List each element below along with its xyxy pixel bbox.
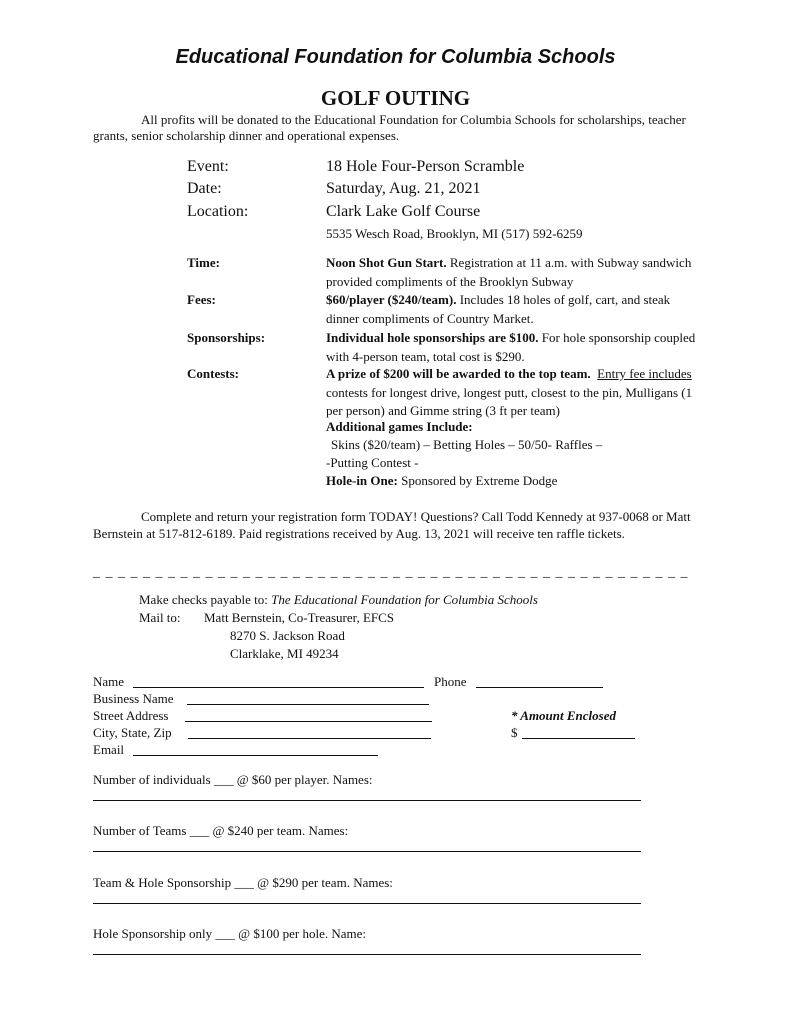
location-address: 5535 Wesch Road, Brooklyn, MI (517) 592-6259 bbox=[326, 226, 583, 241]
individuals-label: Number of individuals ___ @ $60 per player. Names: bbox=[93, 772, 373, 787]
city-state-zip-field[interactable] bbox=[188, 738, 431, 739]
location-label: Location: bbox=[187, 203, 249, 220]
time-label: Time: bbox=[187, 255, 220, 270]
amount-enclosed-label: * Amount Enclosed bbox=[511, 708, 616, 723]
contests-rest: contests for longest drive, longest putt, closest to the pin, Mulligans (1 per person) and Gimme string (3 ft per team) bbox=[326, 384, 693, 418]
hole-in-one-rest: Sponsored by Extreme Dodge bbox=[397, 473, 558, 488]
email-label: Email bbox=[93, 742, 125, 757]
page-title: GOLF OUTING bbox=[320, 86, 471, 110]
sponsorships-rest: For hole sponsorship coupled with 4-person team, total cost is $290. bbox=[326, 330, 696, 364]
additional-games-line1: Skins ($20/team) – Betting Holes – 50/50- Raffles – bbox=[331, 437, 603, 452]
fees-bold: $60/player ($240/team). bbox=[326, 292, 457, 307]
time-detail bbox=[326, 254, 706, 291]
hole-in-one-bold: Hole-in One: bbox=[326, 473, 398, 488]
amount-field[interactable] bbox=[522, 738, 635, 739]
phone-field[interactable] bbox=[476, 687, 603, 688]
contests-label: Contests: bbox=[187, 366, 239, 381]
location-value: Clark Lake Golf Course bbox=[326, 203, 481, 220]
contests-bold: A prize of $200 will be awarded to the top team. bbox=[326, 366, 591, 381]
business-name-field[interactable] bbox=[187, 704, 429, 705]
time-rest: Registration at 11 a.m. with Subway sandwich provided compliments of the Brooklyn Subway bbox=[326, 255, 692, 289]
team-hole-sponsorship-label: Team & Hole Sponsorship ___ @ $290 per team. Names: bbox=[93, 875, 393, 890]
date-value: Saturday, Aug. 21, 2021 bbox=[326, 180, 481, 197]
dollar-sign: $ bbox=[511, 725, 518, 740]
phone-label: Phone bbox=[434, 674, 467, 689]
checks-prefix: Make checks payable to: bbox=[139, 592, 272, 607]
event-value: 18 Hole Four-Person Scramble bbox=[326, 158, 525, 175]
fees-label: Fees: bbox=[187, 292, 216, 307]
mail-line3: Clarklake, MI 49234 bbox=[230, 646, 339, 661]
intro-paragraph: All profits will be donated to the Educational Foundation for Columbia Schools for scholarships, teacher grants, senior scholarship dinner and operational expenses. bbox=[93, 112, 686, 143]
contests-detail bbox=[326, 365, 706, 421]
organization-title: Educational Foundation for Columbia Schools bbox=[175, 46, 616, 68]
registration-note: Complete and return your registration form TODAY! Questions? Call Todd Kennedy at 937-0068 or Matt Bernstein at 517-812-6189. Paid registrations received by Aug. 13, 2021 will receive ten raffle tickets. bbox=[93, 509, 691, 541]
sponsorships-label: Sponsorships: bbox=[187, 330, 266, 345]
checks-payee: The Educational Foundation for Columbia Schools bbox=[271, 592, 538, 607]
cut-line: _ _ _ _ _ _ _ _ _ _ _ _ _ _ _ _ _ _ _ _ _ _ _ _ _ _ _ _ _ _ _ _ _ _ _ _ _ _ _ _ _ _ _ _ _ _ _ _ bbox=[93, 565, 689, 580]
mail-line1: Matt Bernstein, Co-Treasurer, EFCS bbox=[204, 610, 395, 625]
fees-rest: Includes 18 holes of golf, cart, and steak dinner compliments of Country Market. bbox=[326, 292, 671, 326]
time-bold: Noon Shot Gun Start. bbox=[326, 255, 447, 270]
date-label: Date: bbox=[187, 180, 222, 197]
hole-sponsorship-only-label: Hole Sponsorship only ___ @ $100 per hole. Name: bbox=[93, 926, 367, 941]
contests-underline: Entry fee includes bbox=[597, 366, 692, 381]
mail-line2: 8270 S. Jackson Road bbox=[230, 628, 345, 643]
email-field[interactable] bbox=[133, 755, 378, 756]
team-hole-sponsorship-names-field[interactable] bbox=[93, 903, 641, 904]
additional-games-line2: -Putting Contest - bbox=[326, 455, 419, 470]
city-state-zip-label: City, State, Zip bbox=[93, 725, 172, 740]
individuals-names-field[interactable] bbox=[93, 800, 641, 801]
additional-games-heading: Additional games Include: bbox=[326, 419, 473, 434]
name-field[interactable] bbox=[133, 687, 424, 688]
fees-detail bbox=[326, 291, 706, 328]
hole-in-one bbox=[326, 472, 557, 490]
teams-names-field[interactable] bbox=[93, 851, 641, 852]
sponsorships-detail bbox=[326, 329, 706, 366]
street-address-label: Street Address bbox=[93, 708, 169, 723]
sponsorships-bold: Individual hole sponsorships are $100. bbox=[326, 330, 539, 345]
name-label: Name bbox=[93, 674, 125, 689]
teams-label: Number of Teams ___ @ $240 per team. Names: bbox=[93, 823, 349, 838]
hole-sponsorship-name-field[interactable] bbox=[93, 954, 641, 955]
event-label: Event: bbox=[187, 158, 229, 175]
mail-to-label: Mail to: bbox=[139, 610, 181, 625]
street-address-field[interactable] bbox=[185, 721, 432, 722]
checks-payable bbox=[139, 592, 538, 608]
business-name-label: Business Name bbox=[93, 691, 174, 706]
